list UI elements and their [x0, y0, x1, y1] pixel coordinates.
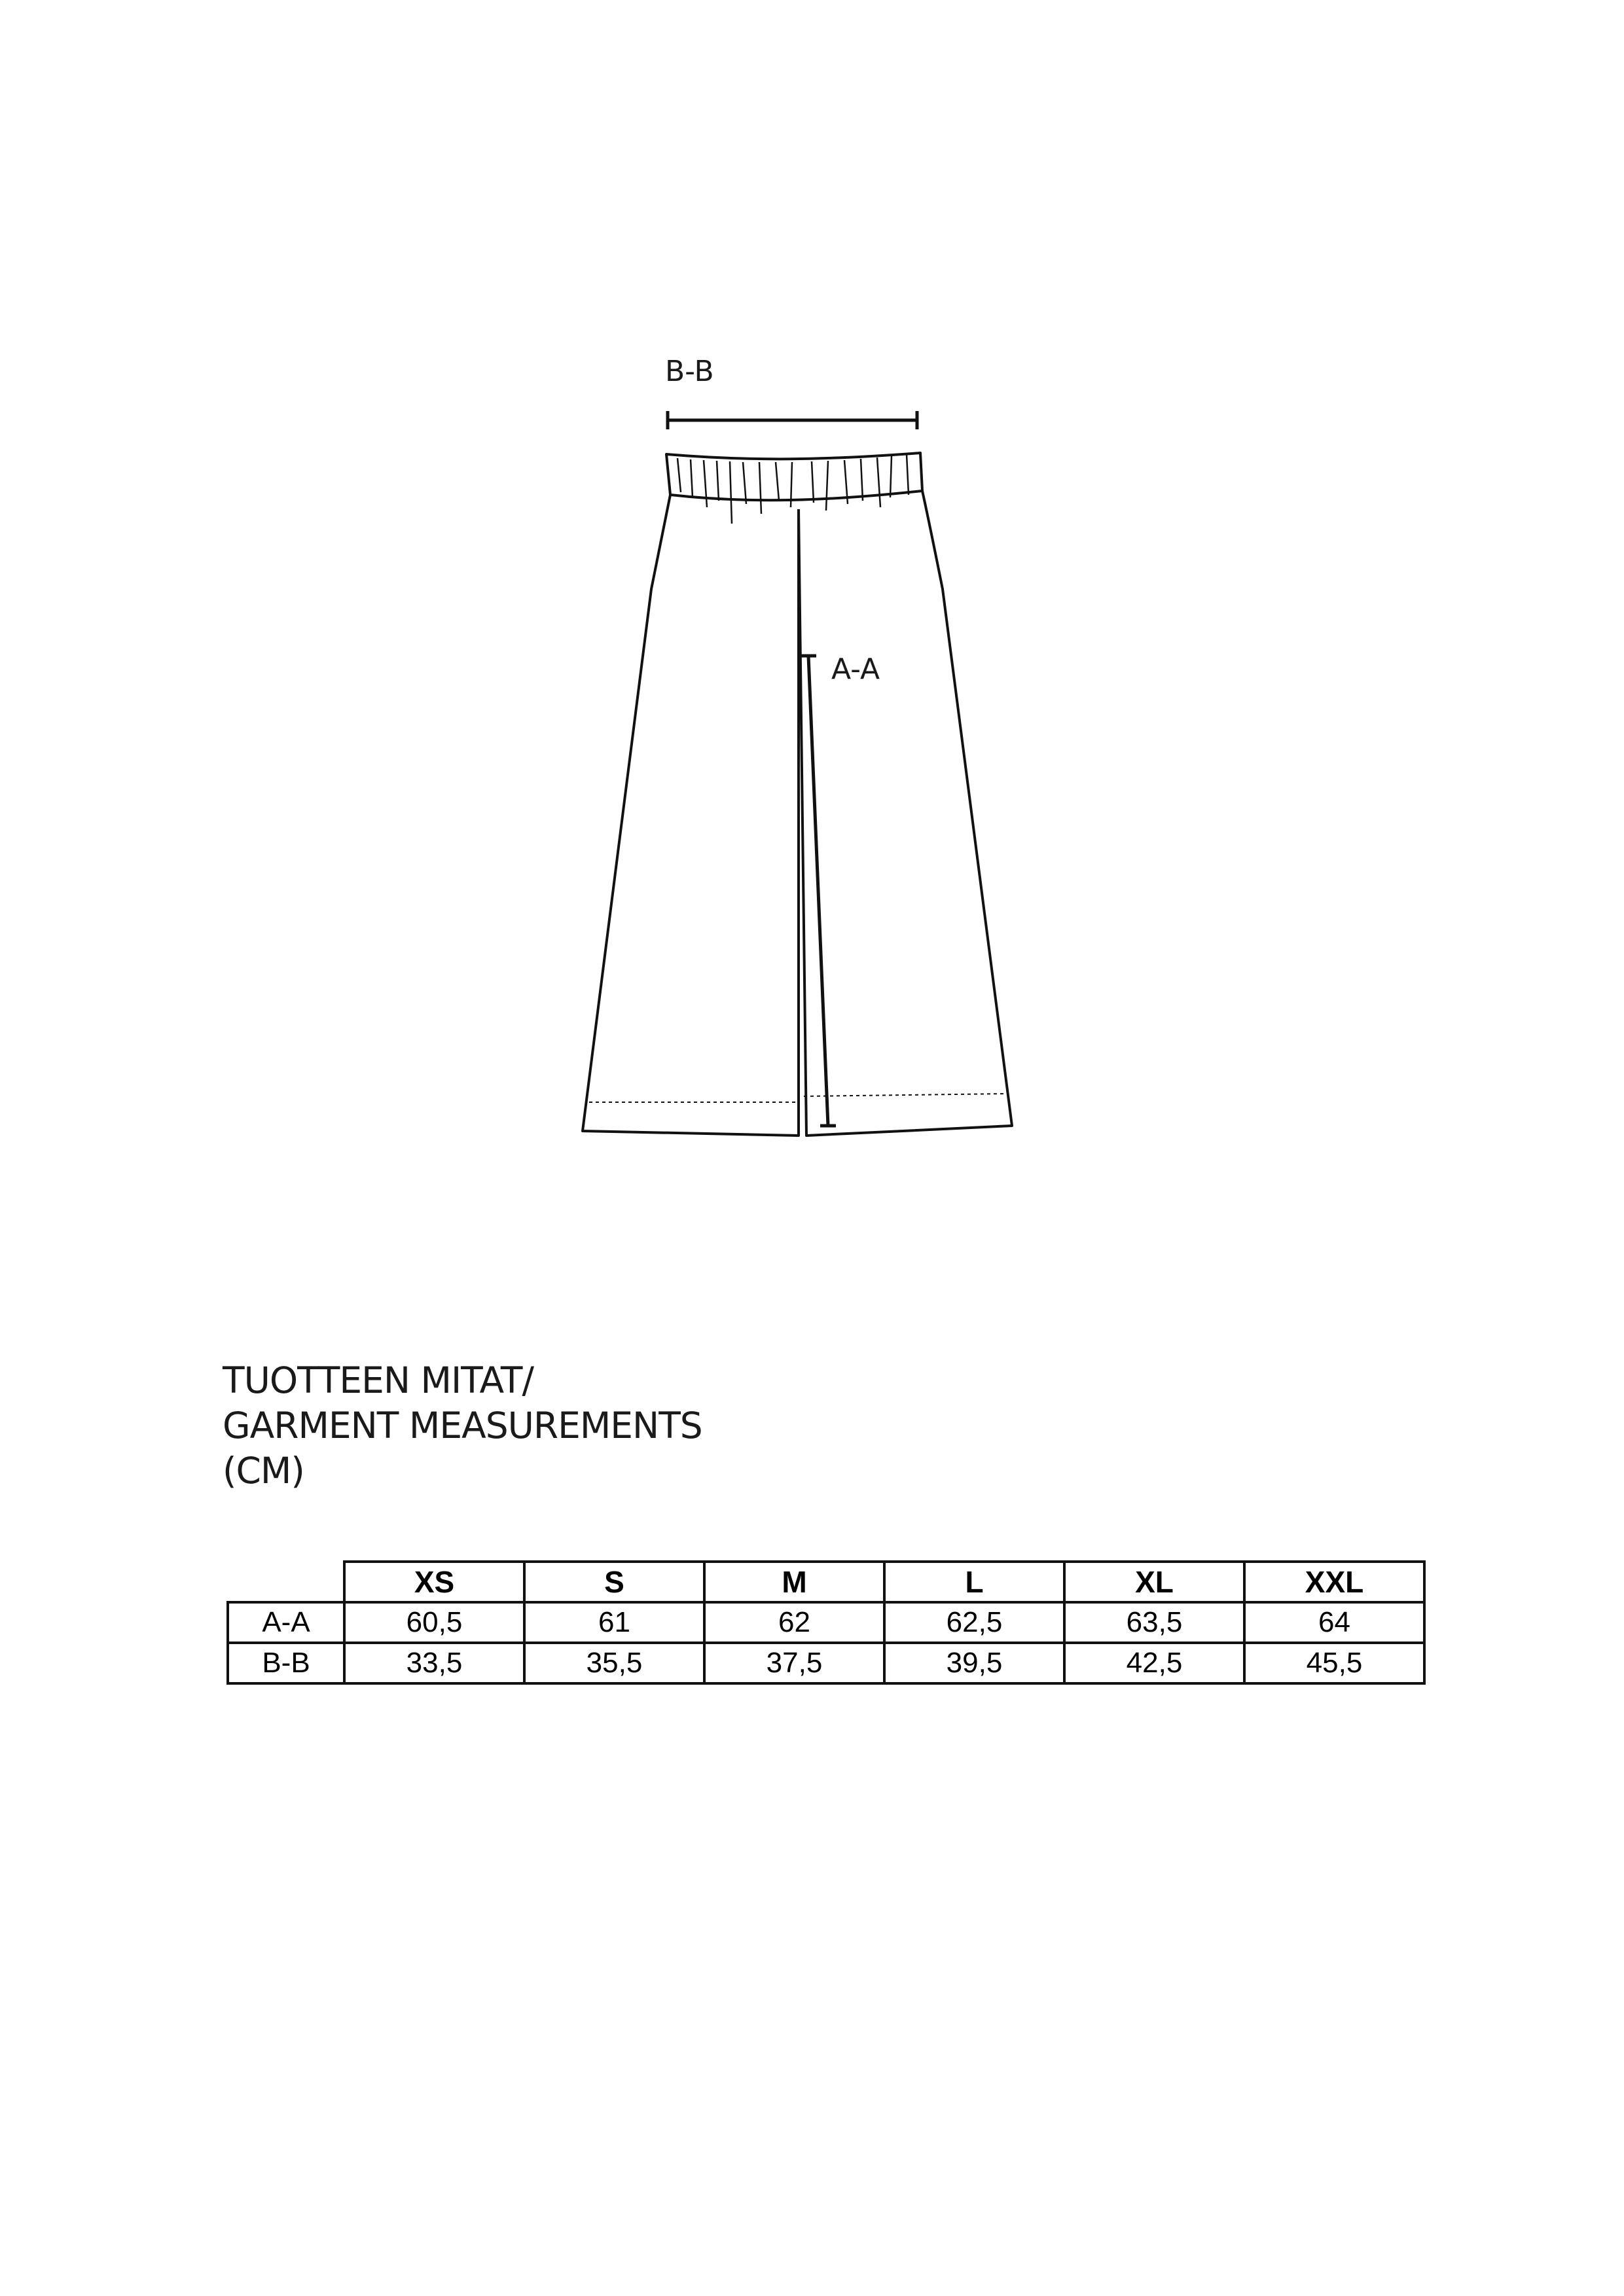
inseam-measure-label: A-A: [831, 653, 880, 686]
table-cell: 35,5: [524, 1643, 704, 1683]
size-header-xxl: XXL: [1244, 1562, 1424, 1602]
size-header-m: M: [704, 1562, 884, 1602]
row-label: A-A: [228, 1602, 344, 1643]
waist-measure-line: [668, 411, 917, 429]
table-row: [228, 1602, 1424, 1643]
table-cell: 39,5: [884, 1643, 1064, 1683]
table-cell: 33,5: [344, 1643, 524, 1683]
table-cell: 37,5: [704, 1643, 884, 1683]
table-cell: 64: [1244, 1602, 1424, 1643]
size-header-xs: XS: [344, 1562, 524, 1602]
trousers-outline: [583, 453, 1012, 1136]
heading-line-2: GARMENT MEASUREMENTS: [223, 1405, 702, 1446]
table-cell: 62: [704, 1602, 884, 1643]
table-cell: 45,5: [1244, 1643, 1424, 1683]
size-header-xl: XL: [1064, 1562, 1244, 1602]
waist-measure-label: B-B: [665, 355, 714, 388]
size-table: [226, 1560, 1426, 1685]
table-cell: 62,5: [884, 1602, 1064, 1643]
table-cell: 42,5: [1064, 1643, 1244, 1683]
measurements-heading: [223, 1358, 702, 1494]
size-header-l: L: [884, 1562, 1064, 1602]
heading-line-3: (CM): [223, 1450, 304, 1492]
table-cell: 60,5: [344, 1602, 524, 1643]
size-header-s: S: [524, 1562, 704, 1602]
table-corner: [228, 1562, 344, 1602]
size-header-row: [228, 1562, 1424, 1602]
table-row: [228, 1643, 1424, 1683]
heading-line-1: TUOTTEEN MITAT/: [223, 1359, 533, 1401]
table-cell: 63,5: [1064, 1602, 1244, 1643]
row-label: B-B: [228, 1643, 344, 1683]
table-cell: 61: [524, 1602, 704, 1643]
